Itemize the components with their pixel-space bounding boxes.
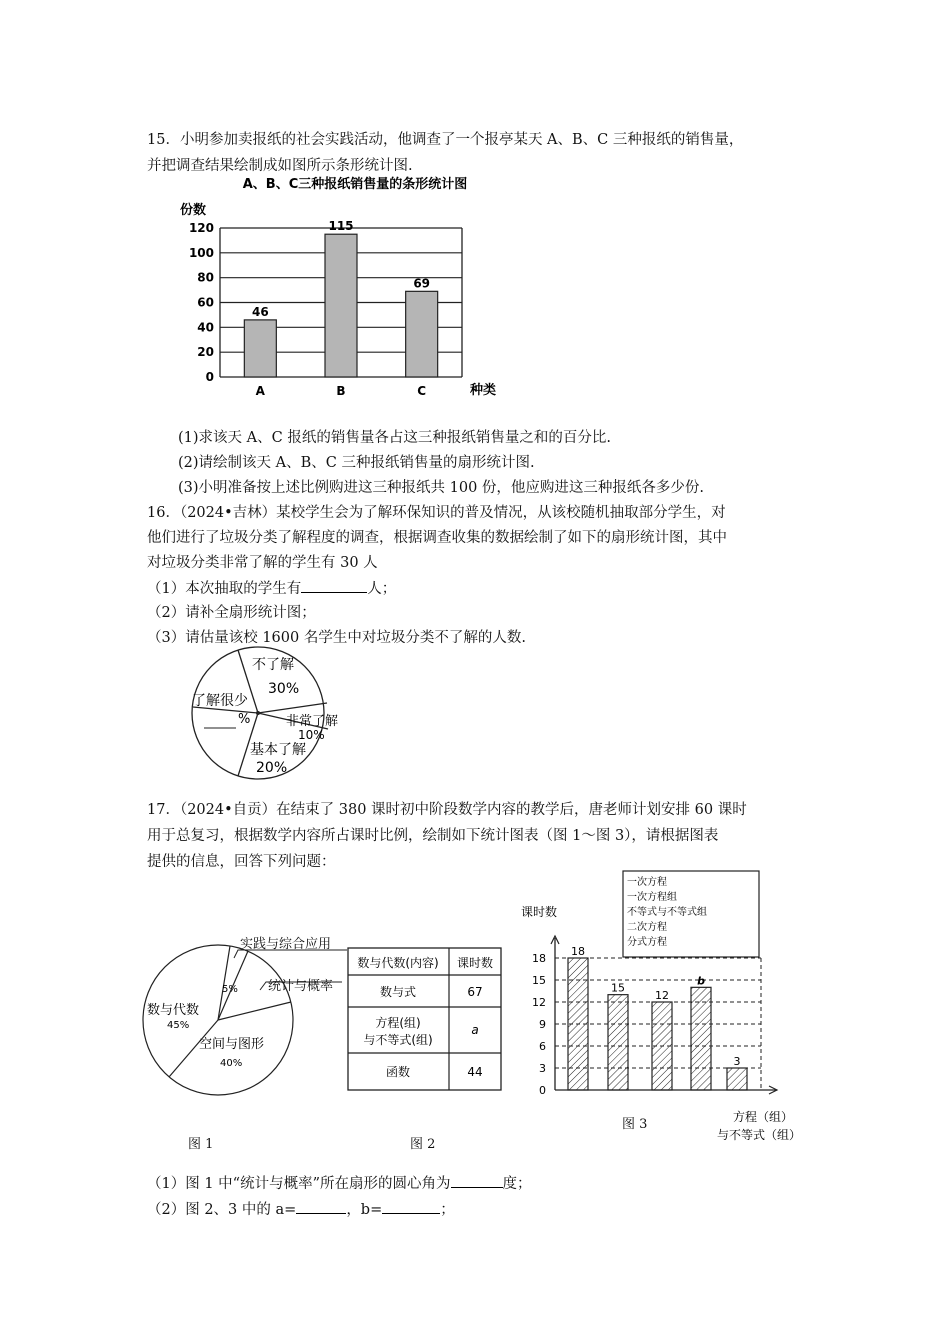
x-tick-label: C bbox=[417, 384, 427, 398]
table-cell: 67 bbox=[467, 985, 483, 999]
q15-bar-chart bbox=[170, 172, 510, 404]
y-tick-label: 100 bbox=[188, 245, 214, 260]
q17-part1-text: （1）图 1 中“统计与概率”所在扇形的圆心角为 bbox=[147, 1176, 451, 1192]
pie-label-feichang: 非常了解 bbox=[286, 714, 339, 729]
q16-line2: 他们进行了垃圾分类了解程度的调查，根据调查收集的数据绘制了如下的扇形统计图，其中 bbox=[147, 530, 727, 546]
pie-pct-shijian: 5% bbox=[222, 984, 238, 995]
y-axis-label: 课时数 bbox=[521, 905, 558, 919]
y-tick-label: 12 bbox=[532, 996, 546, 1009]
bar bbox=[406, 291, 438, 377]
q17-fig1-pie bbox=[142, 930, 347, 1105]
y-tick-label: 9 bbox=[539, 1018, 546, 1031]
pie-pct-henshao: % bbox=[238, 712, 251, 727]
data-label: 3 bbox=[733, 1055, 741, 1068]
y-tick-label: 40 bbox=[197, 320, 214, 335]
data-label: 115 bbox=[328, 219, 354, 234]
pie-label-jiben: 基本了解 bbox=[250, 742, 306, 758]
pie-divider bbox=[218, 946, 230, 1020]
chart-title: A、B、C三种报纸销售量的条形统计图 bbox=[242, 177, 468, 192]
x-axis-label: 与不等式（组） bbox=[716, 1128, 802, 1142]
q16-part1-unit: 人； bbox=[367, 581, 397, 597]
q16-pie-chart bbox=[190, 645, 360, 785]
x-tick-label: A bbox=[255, 384, 265, 398]
answer-blank[interactable] bbox=[301, 578, 367, 593]
answer-blank[interactable] bbox=[296, 1199, 346, 1214]
q17-line3: 提供的信息，回答下列问题： bbox=[147, 854, 336, 870]
q15-part2: (2)请绘制该天 A、B、C 三种报纸销售量的扇形统计图. bbox=[178, 455, 535, 471]
q17-fig3-bar-chart bbox=[515, 868, 810, 1148]
q16-part3: （3）请估量该校 1600 名学生中对垃圾分类不了解的人数. bbox=[147, 630, 526, 646]
q15-intro-line1: 15．小明参加卖报纸的社会实践活动，他调查了一个报亭某天 A、B、C 三种报纸的销售量， bbox=[147, 132, 744, 148]
q16-part1-text: （1）本次抽取的学生有 bbox=[147, 581, 302, 597]
data-label: 12 bbox=[655, 989, 669, 1002]
q17-part1-unit: 度； bbox=[502, 1176, 532, 1192]
q16-line1: 16．（2024•吉林）某校学生会为了解环保知识的普及情况，从该校随机抽取部分学生，对 bbox=[147, 505, 726, 521]
y-tick-label: 18 bbox=[532, 952, 546, 965]
pie-pct-feichang: 10% bbox=[298, 728, 325, 742]
q17-fig2-table bbox=[345, 945, 505, 1095]
pie-label-shuyu: 数与代数 bbox=[147, 1003, 200, 1018]
data-label: b bbox=[697, 974, 705, 988]
bar bbox=[244, 320, 276, 377]
pie-label-buliaojie: 不了解 bbox=[252, 657, 294, 673]
pie-divider bbox=[258, 703, 327, 713]
table-cell: 44 bbox=[467, 1065, 483, 1079]
x-axis-label: 方程（组） bbox=[732, 1110, 794, 1124]
bar bbox=[652, 1002, 672, 1090]
data-label: 15 bbox=[611, 981, 625, 995]
pie-label-kongjian: 空间与图形 bbox=[199, 1037, 265, 1052]
q15-part1: (1)求该天 A、C 报纸的销售量各占这三种报纸销售量之和的百分比. bbox=[178, 430, 611, 446]
table-cell: 方程(组) bbox=[375, 1016, 421, 1030]
y-tick-label: 120 bbox=[188, 221, 214, 235]
legend-entry: 一次方程 bbox=[627, 877, 667, 888]
table-cell: 数与式 bbox=[379, 985, 417, 999]
y-tick-label: 15 bbox=[532, 974, 546, 987]
q17-line1: 17．（2024•自贡）在结束了 380 课时初中阶段数学内容的教学后，唐老师计划安排 60 课时 bbox=[147, 802, 747, 818]
data-label: 46 bbox=[251, 304, 269, 319]
q17-part2-text-c: ； bbox=[440, 1202, 455, 1218]
q16-line3: 对垃圾分类非常了解的学生有 30 人 bbox=[147, 555, 378, 571]
y-tick-label: 0 bbox=[205, 370, 214, 384]
fig3-caption: 图 3 bbox=[622, 1117, 648, 1132]
x-tick-label: B bbox=[336, 384, 346, 398]
y-tick-label: 3 bbox=[539, 1062, 546, 1075]
table-cell: 与不等式(组) bbox=[363, 1033, 433, 1047]
table-header-hours: 课时数 bbox=[456, 956, 494, 970]
q16-part2: （2）请补全扇形统计图； bbox=[147, 605, 316, 621]
bar bbox=[568, 958, 588, 1090]
y-tick-label: 6 bbox=[539, 1040, 546, 1053]
answer-blank[interactable] bbox=[382, 1199, 440, 1214]
legend-entry: 二次方程 bbox=[627, 922, 667, 933]
legend-entry: 不等式与不等式组 bbox=[627, 907, 707, 918]
pie-label-shijian: 实践与综合应用 bbox=[240, 937, 332, 952]
y-axis-label: 份数 bbox=[180, 203, 207, 218]
table-header-content: 数与代数(内容) bbox=[357, 956, 439, 970]
legend-entry: 分式方程 bbox=[627, 937, 667, 948]
q17-part2-text-a: （2）图 2、3 中的 a= bbox=[147, 1202, 297, 1218]
q17-part2 bbox=[147, 1199, 455, 1220]
data-label: 18 bbox=[571, 945, 585, 958]
x-axis-label: 种类 bbox=[470, 383, 497, 398]
y-tick-label: 0 bbox=[539, 1084, 546, 1097]
pie-label-tongji: 统计与概率 bbox=[268, 979, 334, 994]
pie-pct-shuyu: 45% bbox=[167, 1020, 190, 1031]
table-cell: 函数 bbox=[385, 1065, 411, 1079]
bar bbox=[727, 1068, 747, 1090]
bar bbox=[608, 995, 628, 1090]
q15-part3: (3)小明准备按上述比例购进这三种报纸共 100 份，他应购进这三种报纸各多少份. bbox=[178, 480, 705, 496]
y-tick-label: 20 bbox=[197, 345, 214, 360]
pie-label-henshao: 了解很少 bbox=[192, 693, 248, 709]
table-cell: a bbox=[471, 1023, 479, 1037]
pie-divider bbox=[218, 1002, 291, 1020]
data-label: 69 bbox=[413, 276, 431, 291]
legend-entry: 一次方程组 bbox=[627, 892, 677, 903]
q17-part2-text-b: ，b= bbox=[346, 1202, 383, 1218]
bar bbox=[691, 987, 711, 1090]
y-tick-label: 80 bbox=[197, 270, 214, 285]
y-tick-label: 60 bbox=[197, 295, 214, 310]
fig1-caption: 图 1 bbox=[188, 1137, 214, 1152]
pie-pct-buliaojie: 30% bbox=[268, 681, 300, 697]
q17-line2: 用于总复习，根据数学内容所占课时比例，绘制如下统计图表（图 1～图 3），请根据图表 bbox=[147, 828, 719, 844]
answer-blank[interactable] bbox=[451, 1173, 503, 1188]
q17-part1 bbox=[147, 1173, 532, 1194]
pie-pct-jiben: 20% bbox=[256, 760, 288, 776]
q16-part1 bbox=[147, 578, 396, 599]
pie-pct-kongjian: 40% bbox=[220, 1058, 243, 1069]
bar bbox=[325, 234, 357, 377]
fig2-caption: 图 2 bbox=[410, 1137, 436, 1152]
q15-intro-line2: 并把调查结果绘制成如图所示条形统计图. bbox=[147, 158, 413, 174]
